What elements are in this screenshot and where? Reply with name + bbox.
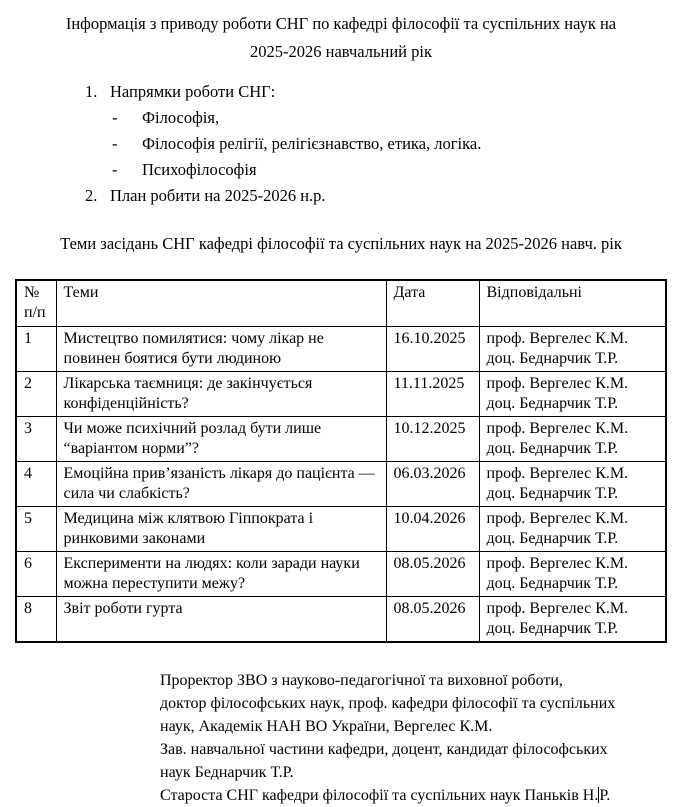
meetings-table	[15, 279, 667, 643]
row-number-cell: 6	[16, 552, 56, 597]
responsible-line: доц. Беднарчик Т.Р.	[486, 530, 619, 547]
outline-marker: 1.	[85, 82, 98, 101]
outline-text: Психофілософія	[142, 160, 257, 179]
responsible-line: проф. Вергелес К.М.	[486, 375, 629, 392]
outline-marker: 2.	[85, 186, 98, 205]
signature-line: наук Беднарчик Т.Р.	[160, 764, 294, 781]
table-row	[16, 597, 666, 643]
table-row	[16, 552, 666, 597]
outline-marker: -	[112, 160, 118, 179]
date-cell: 06.03.2026	[386, 462, 479, 507]
outline-text: Філософія релігії, релігієзнавство, етика, логіка.	[142, 134, 482, 153]
table-row	[16, 327, 666, 372]
outline-list	[85, 79, 682, 209]
topic-cell: Мистецтво помилятися: чому лікар не повинен боятися бути людиною	[56, 327, 386, 372]
responsible-line: доц. Беднарчик Т.Р.	[486, 575, 619, 592]
header-topic: Теми	[56, 280, 386, 327]
outline-item	[110, 105, 682, 131]
signature-line	[160, 784, 652, 807]
document-title	[0, 10, 682, 66]
date-cell: 11.11.2025	[386, 372, 479, 417]
signature-line: Проректор ЗВО з науково-педагогічної та виховної роботи,	[160, 672, 563, 689]
topic-cell: Емоційна прив’язаність лікаря до пацієнта — сила чи слабкість?	[56, 462, 386, 507]
header-responsible: Відповідальні	[479, 280, 666, 327]
responsible-line: доц. Беднарчик Т.Р.	[486, 485, 619, 502]
responsible-line: проф. Вергелес К.М.	[486, 465, 629, 482]
responsible-cell	[479, 462, 666, 507]
row-number-cell: 2	[16, 372, 56, 417]
signature-line: доктор філософських наук, проф. кафедри філософії та суспільних	[160, 695, 616, 712]
responsible-cell	[479, 507, 666, 552]
responsible-cell	[479, 597, 666, 643]
date-cell: 08.05.2026	[386, 597, 479, 643]
document-title-line: 2025-2026 навчальний рік	[250, 42, 432, 61]
header-num: № п/п	[16, 280, 56, 327]
responsible-line: проф. Вергелес К.М.	[486, 555, 629, 572]
row-number-cell: 5	[16, 507, 56, 552]
row-number-cell: 4	[16, 462, 56, 507]
table-row	[16, 372, 666, 417]
table-row	[16, 417, 666, 462]
topic-cell: Чи може психічний розлад бути лише “варіантом норми”?	[56, 417, 386, 462]
header-date: Дата	[386, 280, 479, 327]
signature-text-after-caret: Р.	[599, 787, 611, 804]
outline-item	[110, 131, 682, 157]
table-row	[16, 462, 666, 507]
outline-item	[85, 79, 682, 105]
signature-line: наук, Академік НАН ВО України, Вергелес К.М.	[160, 718, 493, 735]
responsible-cell	[479, 417, 666, 462]
date-cell: 08.05.2026	[386, 552, 479, 597]
responsible-cell	[479, 552, 666, 597]
row-number-cell: 8	[16, 597, 56, 643]
responsible-line: проф. Вергелес К.М.	[486, 330, 629, 347]
responsible-line: проф. Вергелес К.М.	[486, 600, 629, 617]
outline-item	[110, 157, 682, 183]
outline-text: Філософія,	[142, 108, 220, 127]
responsible-cell	[479, 327, 666, 372]
outline-text: План робити на 2025-2026 н.р.	[110, 186, 326, 205]
topic-cell: Медицина між клятвою Гіппократа і ринковими законами	[56, 507, 386, 552]
topic-cell: Звіт роботи гурта	[56, 597, 386, 643]
outline-marker: -	[112, 134, 118, 153]
date-cell: 10.04.2026	[386, 507, 479, 552]
responsible-line: доц. Беднарчик Т.Р.	[486, 350, 619, 367]
row-number-cell: 1	[16, 327, 56, 372]
signature-line: Зав. навчальної частини кафедри, доцент, кандидат філософських	[160, 741, 608, 758]
date-cell: 16.10.2025	[386, 327, 479, 372]
responsible-line: доц. Беднарчик Т.Р.	[486, 440, 619, 457]
responsible-cell	[479, 372, 666, 417]
outline-text: Напрямки роботи СНГ:	[110, 82, 276, 101]
topic-cell: Експерименти на людях: коли заради науки можна переступити межу?	[56, 552, 386, 597]
table-heading: Теми засідань СНГ кафедрі філософії та суспільних наук на 2025-2026 навч. рік	[60, 234, 622, 253]
document-title-line: Інформація з приводу роботи СНГ по кафедрі філософії та суспільних наук на	[65, 14, 617, 33]
table-row	[16, 507, 666, 552]
responsible-line: проф. Вергелес К.М.	[486, 420, 629, 437]
responsible-line: проф. Вергелес К.М.	[486, 510, 629, 527]
signature-block	[160, 669, 652, 807]
signature-text-before-caret: Староста СНГ кафедри філософії та суспільних наук Паньків Н.	[160, 787, 599, 804]
row-number-cell: 3	[16, 417, 56, 462]
responsible-line: доц. Беднарчик Т.Р.	[486, 620, 619, 637]
topic-cell: Лікарська таємниця: де закінчується конфіденційність?	[56, 372, 386, 417]
date-cell: 10.12.2025	[386, 417, 479, 462]
outline-item	[85, 183, 682, 209]
table-header-row	[16, 280, 666, 327]
outline-marker: -	[112, 108, 118, 127]
responsible-line: доц. Беднарчик Т.Р.	[486, 395, 619, 412]
document-page[interactable]	[0, 10, 682, 804]
